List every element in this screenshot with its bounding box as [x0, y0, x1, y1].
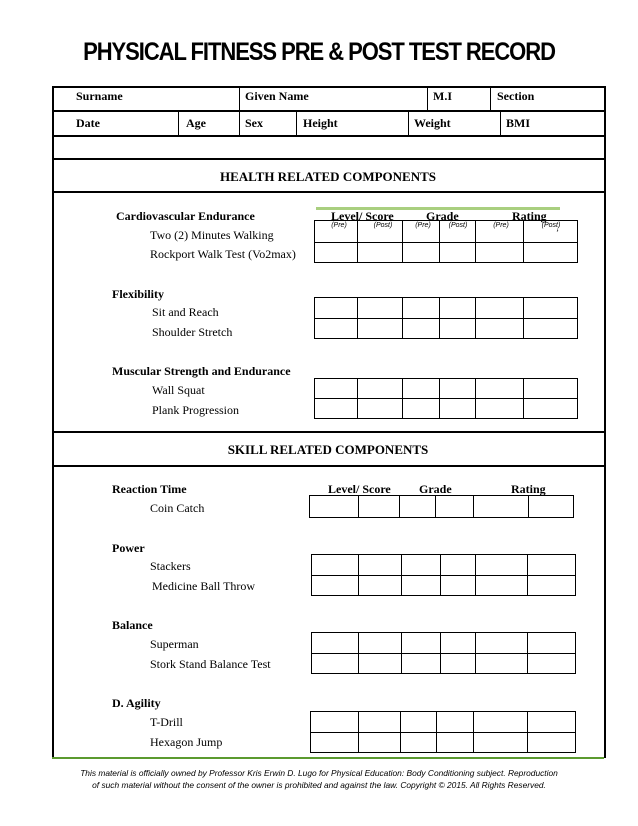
copyright-line-1: This material is officially owned by Professor Kris Erwin D. Lugo for Physical Education: Body Conditioning subject. Reproduction [80, 768, 558, 778]
test-item: Superman [150, 637, 199, 651]
divider [296, 111, 297, 135]
test-item: Plank Progression [152, 403, 239, 417]
score-cell[interactable] [476, 379, 524, 399]
grade-header: Grade [419, 482, 452, 496]
test-item: Rockport Walk Test (Vo2max) [150, 247, 296, 261]
row-divider [52, 135, 604, 137]
mi-label: M.I [433, 89, 452, 103]
score-cell[interactable] [476, 654, 528, 674]
divider [408, 111, 409, 135]
row-divider [52, 431, 604, 433]
post-subheader: (Post) [541, 222, 561, 229]
pre-subheader: (Pre) [331, 222, 347, 229]
copyright-line-2: of such material without the consent of the owner is prohibited and against the law. Copyright © 2015. All Rights Reserved. [92, 780, 546, 790]
pre-subheader: (Pre) [493, 222, 509, 229]
test-item: Stork Stand Balance Test [150, 657, 271, 671]
score-cell[interactable] [403, 221, 440, 243]
score-cell[interactable] [441, 633, 476, 654]
score-cell[interactable] [315, 298, 358, 319]
test-item: Two (2) Minutes Walking [150, 228, 274, 242]
score-cell[interactable] [436, 496, 474, 518]
score-cell[interactable] [476, 319, 524, 339]
test-item: Hexagon Jump [150, 735, 223, 749]
score-cell[interactable] [440, 379, 476, 399]
test-item: Sit and Reach [152, 305, 219, 319]
test-item: Coin Catch [150, 501, 205, 515]
health-section-heading: HEALTH RELATED COMPONENTS [220, 169, 436, 184]
score-cell[interactable] [440, 319, 476, 339]
test-item: Wall Squat [152, 383, 205, 397]
score-cell[interactable] [474, 712, 528, 733]
category-balance: Balance [112, 618, 153, 632]
divider [490, 87, 491, 110]
score-cell[interactable] [402, 576, 441, 596]
score-cell[interactable] [315, 379, 358, 399]
score-cell[interactable] [359, 733, 401, 753]
score-cell[interactable] [358, 399, 403, 419]
score-cell[interactable] [440, 399, 476, 419]
score-cell[interactable] [311, 712, 359, 733]
level-score-header: Level/ Score [331, 209, 394, 223]
weight-label: Weight [414, 116, 451, 130]
bottom-rule [52, 757, 604, 759]
score-grid [311, 632, 576, 674]
test-item: Stackers [150, 559, 191, 573]
score-cell[interactable] [402, 654, 441, 674]
score-cell[interactable] [528, 633, 576, 654]
score-cell[interactable] [441, 555, 476, 576]
score-cell[interactable] [476, 633, 528, 654]
score-grid [314, 378, 578, 419]
score-grid [310, 711, 576, 753]
score-cell[interactable] [358, 379, 403, 399]
category-muscular-strength: Muscular Strength and Endurance [112, 364, 291, 378]
grade-header: Grade [426, 209, 459, 223]
score-cell[interactable] [315, 221, 358, 243]
score-cell[interactable] [529, 496, 574, 518]
divider [239, 87, 240, 110]
score-cell[interactable] [474, 733, 528, 753]
score-cell[interactable] [310, 496, 359, 518]
surname-label: Surname [76, 89, 123, 103]
test-item: Shoulder Stretch [152, 325, 233, 339]
test-item: Medicine Ball Throw [152, 579, 256, 593]
skill-section-heading: SKILL RELATED COMPONENTS [227, 442, 429, 457]
score-cell[interactable] [524, 221, 578, 243]
bmi-label: BMI [506, 116, 530, 130]
given-name-label: Given Name [245, 89, 309, 103]
score-cell[interactable] [312, 576, 359, 596]
divider [427, 87, 428, 110]
category-agility: D. Agility [112, 696, 161, 710]
score-grid [311, 554, 576, 596]
score-cell[interactable] [359, 633, 402, 654]
score-cell[interactable] [440, 221, 476, 243]
level-score-header: Level/ Score [328, 482, 391, 496]
category-cardiovascular: Cardiovascular Endurance [116, 209, 255, 223]
row-divider [52, 110, 604, 112]
score-cell[interactable] [476, 243, 524, 263]
score-cell[interactable] [312, 555, 359, 576]
height-label: Height [303, 116, 338, 130]
score-cell[interactable] [403, 243, 440, 263]
score-cell[interactable] [437, 733, 474, 753]
age-label: Age [186, 116, 206, 130]
score-cell[interactable] [440, 298, 476, 319]
score-cell[interactable] [437, 712, 474, 733]
score-cell[interactable] [474, 496, 529, 518]
date-label: Date [76, 116, 100, 130]
score-cell[interactable] [476, 555, 528, 576]
score-cell[interactable] [476, 399, 524, 419]
score-cell[interactable] [401, 733, 437, 753]
pre-subheader: (Pre) [415, 222, 431, 229]
score-cell[interactable] [524, 243, 578, 263]
score-cell[interactable] [528, 576, 576, 596]
section-label: Section [497, 89, 535, 103]
score-grid [314, 220, 578, 263]
score-cell[interactable] [358, 319, 403, 339]
row-divider [52, 158, 604, 160]
score-cell[interactable] [311, 733, 359, 753]
category-flexibility: Flexibility [112, 287, 164, 301]
score-cell[interactable] [403, 399, 440, 419]
score-cell[interactable] [402, 633, 441, 654]
category-power: Power [112, 541, 145, 555]
score-cell[interactable] [403, 298, 440, 319]
score-cell[interactable] [528, 733, 576, 753]
score-cell[interactable] [359, 555, 402, 576]
score-cell[interactable] [359, 712, 401, 733]
score-cell[interactable] [441, 654, 476, 674]
post-subheader: (Post) [373, 222, 393, 229]
score-grid [314, 297, 578, 339]
stray-mark: ʼ [556, 228, 559, 238]
score-cell[interactable] [476, 298, 524, 319]
score-cell[interactable] [524, 399, 578, 419]
divider [178, 111, 179, 135]
score-cell[interactable] [476, 576, 528, 596]
test-item: T-Drill [150, 715, 183, 729]
score-cell[interactable] [315, 399, 358, 419]
page-title: PHYSICAL FITNESS PRE & POST TEST RECORD [83, 38, 555, 66]
sex-label: Sex [245, 116, 263, 130]
score-cell[interactable] [358, 243, 403, 263]
score-cell[interactable] [441, 576, 476, 596]
score-cell[interactable] [524, 379, 578, 399]
divider [500, 111, 501, 135]
score-cell[interactable] [403, 379, 440, 399]
score-grid [309, 495, 574, 518]
score-cell[interactable] [403, 319, 440, 339]
score-cell[interactable] [359, 496, 400, 518]
score-cell[interactable] [400, 496, 436, 518]
divider [239, 111, 240, 135]
score-cell[interactable] [312, 654, 359, 674]
row-divider [52, 191, 604, 193]
score-cell[interactable] [358, 221, 403, 243]
score-cell[interactable] [476, 221, 524, 243]
score-cell[interactable] [528, 654, 576, 674]
score-cell[interactable] [440, 243, 476, 263]
score-cell[interactable] [528, 712, 576, 733]
score-cell[interactable] [359, 654, 402, 674]
score-cell[interactable] [524, 298, 578, 319]
score-cell[interactable] [528, 555, 576, 576]
score-cell[interactable] [524, 319, 578, 339]
score-cell[interactable] [315, 243, 358, 263]
rating-header: Rating [511, 482, 546, 496]
score-cell[interactable] [315, 319, 358, 339]
row-divider [52, 465, 604, 467]
category-reaction-time: Reaction Time [112, 482, 187, 496]
score-cell[interactable] [312, 633, 359, 654]
score-cell[interactable] [402, 555, 441, 576]
score-cell[interactable] [359, 576, 402, 596]
score-cell[interactable] [358, 298, 403, 319]
score-cell[interactable] [401, 712, 437, 733]
rating-header: Rating [512, 209, 547, 223]
post-subheader: (Post) [448, 222, 468, 229]
